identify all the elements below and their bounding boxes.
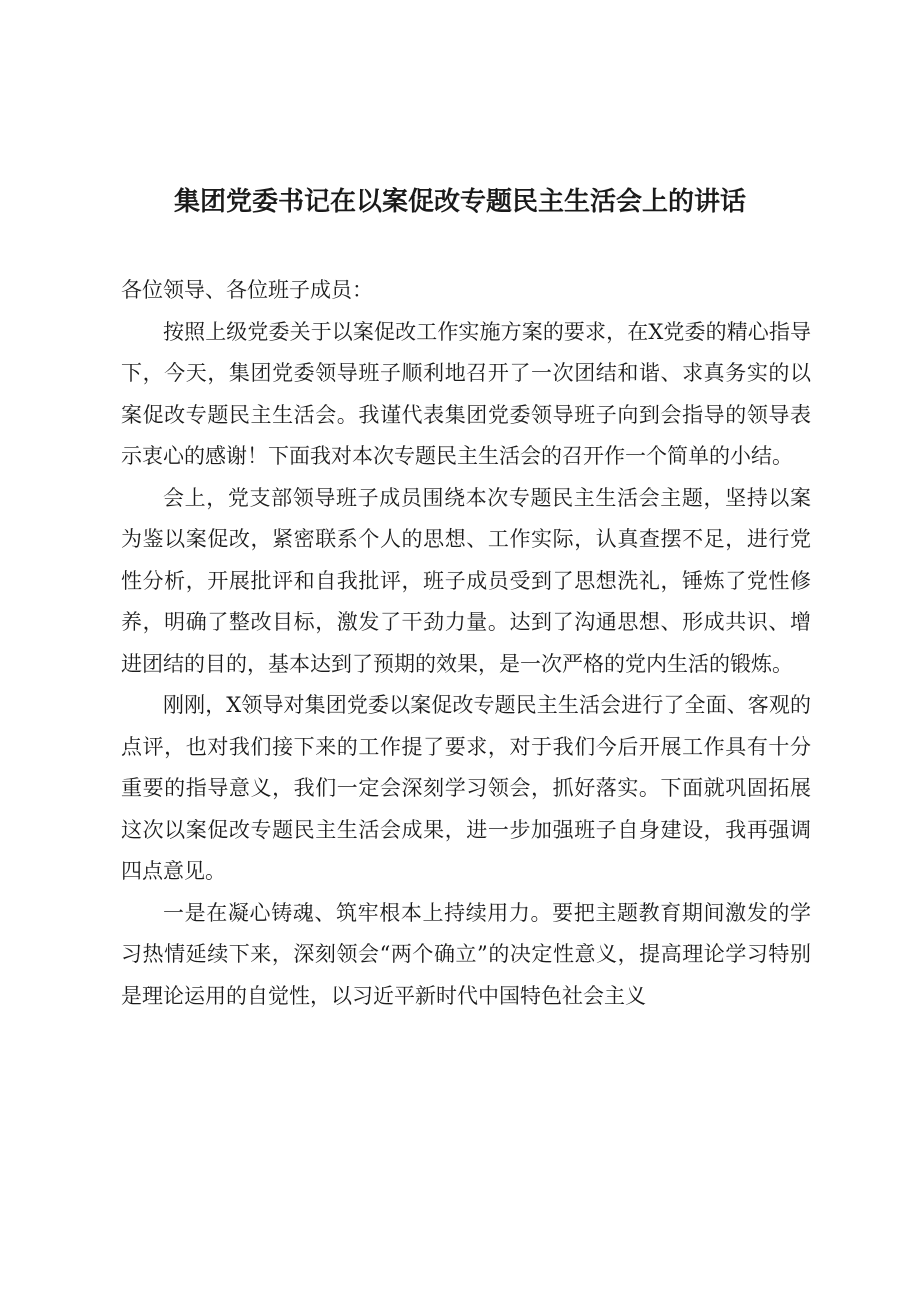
salutation: 各位领导、各位班子成员： — [121, 278, 373, 302]
paragraph-4: 一是在凝心铸魂、筑牢根本上持续用力。要把主题教育期间激发的学习热情延续下来，深刻领会“两个确立”的决定性意义，提高理论学习特别是理论运用的自觉性，以习近平新时代中国特色社会主义 — [121, 900, 811, 1008]
paragraph-2: 会上，党支部领导班子成员围绕本次专题民主生活会主题，坚持以案为鉴以案促改，紧密联系个人的思想、工作实际，认真查摆不足，进行党性分析，开展批评和自我批评，班子成员受到了思想洗礼，锤炼了党性修养，明确了整改目标，激发了干劲力量。达到了沟通思想、形成共识、增进团结的目的，基本达到了预期的效果，是一次严格的党内生活的锻炼。 — [121, 485, 811, 676]
paragraph-1: 按照上级党委关于以案促改工作实施方案的要求，在X党委的精心指导下，今天，集团党委领导班子顺利地召开了一次团结和谐、求真务实的以案促改专题民主生活会。我谨代表集团党委领导班子向到会指导的领导表示衷心的感谢！下面我对本次专题民主生活会的召开作一个简单的小结。 — [121, 319, 811, 468]
document-body — [121, 270, 811, 1017]
document-title: 集团党委书记在以案促改专题民主生活会上的讲话 — [173, 187, 746, 217]
paragraph-3: 刚刚，X领导对集团党委以案促改专题民主生活会进行了全面、客观的点评，也对我们接下来的工作提了要求，对于我们今后开展工作具有十分重要的指导意义，我们一定会深刻学习领会，抓好落实。下面就巩固拓展这次以案促改专题民主生活会成果，进一步加强班子自身建设，我再强调四点意见。 — [121, 693, 811, 883]
